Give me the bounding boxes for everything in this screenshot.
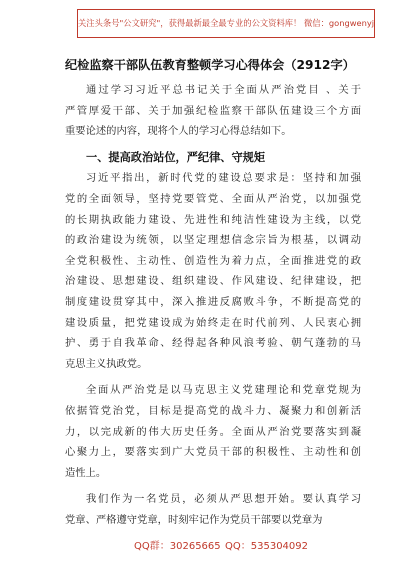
paragraph-line: 我们作为一名党员，必须从严思想开始。要认真学习 [86, 493, 361, 506]
paragraph-line: 严管厚爱干部、关于加强纪检监察干部队伍建设三个方面 [65, 104, 361, 117]
paragraph-line: 建设质量，把党建设成为始终走在时代前列、人民衷心拥 [65, 316, 361, 329]
footer-qq-group: QQ群：30265665 [134, 541, 221, 552]
paragraph-line: 依据管党治党，目标是提高党的战斗力、凝聚力和创新活 [65, 405, 361, 417]
paragraph-line: 全党积极性、主动性、创造性为着力点，全面推进党的政 [65, 254, 361, 267]
document-title: 纪检监察干部队伍教育整顿学习心得体会（2912字） [65, 58, 355, 72]
paragraph-line: 护、勇于自我革命、经得起各种风浪考验、朝气蓬勃的马 [65, 337, 361, 350]
paragraph-line: 克思主义执政党。 [65, 357, 148, 370]
paragraph-line: 党的全面领导，坚持党要管党、全面从严治党，以加强党 [65, 193, 361, 205]
paragraph-line: 治建设、思想建设、组织建设、作风建设、纪律建设，把 [65, 275, 361, 288]
paragraph-line: 的政治建设为统领，以坚定理想信念宗旨为根基，以调动 [65, 234, 361, 247]
paragraph-line: 重要论述的内容，现将个人的学习心得总结如下。 [65, 125, 292, 138]
paragraph-line: 通过学习习近平总书记关于全面从严治党目 、关于 [86, 84, 361, 96]
paragraph-line: 的长期执政能力建设、先进性和纯洁性建设为主线，以党 [65, 213, 361, 226]
paragraph-line: 党章、严格遵守党章，时刻牢记作为党员干部要以党章为 [65, 514, 323, 526]
paragraph-line: 全面从严治党是以马克思主义党建理论和党章党规为 [86, 384, 361, 397]
footer-qq-number: QQ：535304092 [225, 541, 309, 552]
promo-banner [77, 9, 375, 38]
promo-banner-text: 关注头条号"公文研究"，获得最新最全最专业的公文资料库！ 微信：gongwenyj [78, 18, 375, 28]
paragraph-line: 造性上。 [65, 466, 107, 479]
paragraph-line: 制度建设贯穿其中，深入推进反腐败斗争，不断提高党的 [65, 296, 361, 308]
paragraph-line: 习近平指出，新时代党的建设总要求是：坚持和加强 [86, 172, 361, 185]
section-heading: 一、提高政治站位，严纪律、守规矩 [86, 150, 266, 164]
paragraph-line: 力，以完成新的伟大历史任务。全面从严治党要落实到凝 [65, 425, 361, 438]
paragraph-line: 心聚力上，要落实到广大党员干部的积极性、主动性和创 [65, 446, 361, 459]
page-footer [0, 538, 408, 556]
